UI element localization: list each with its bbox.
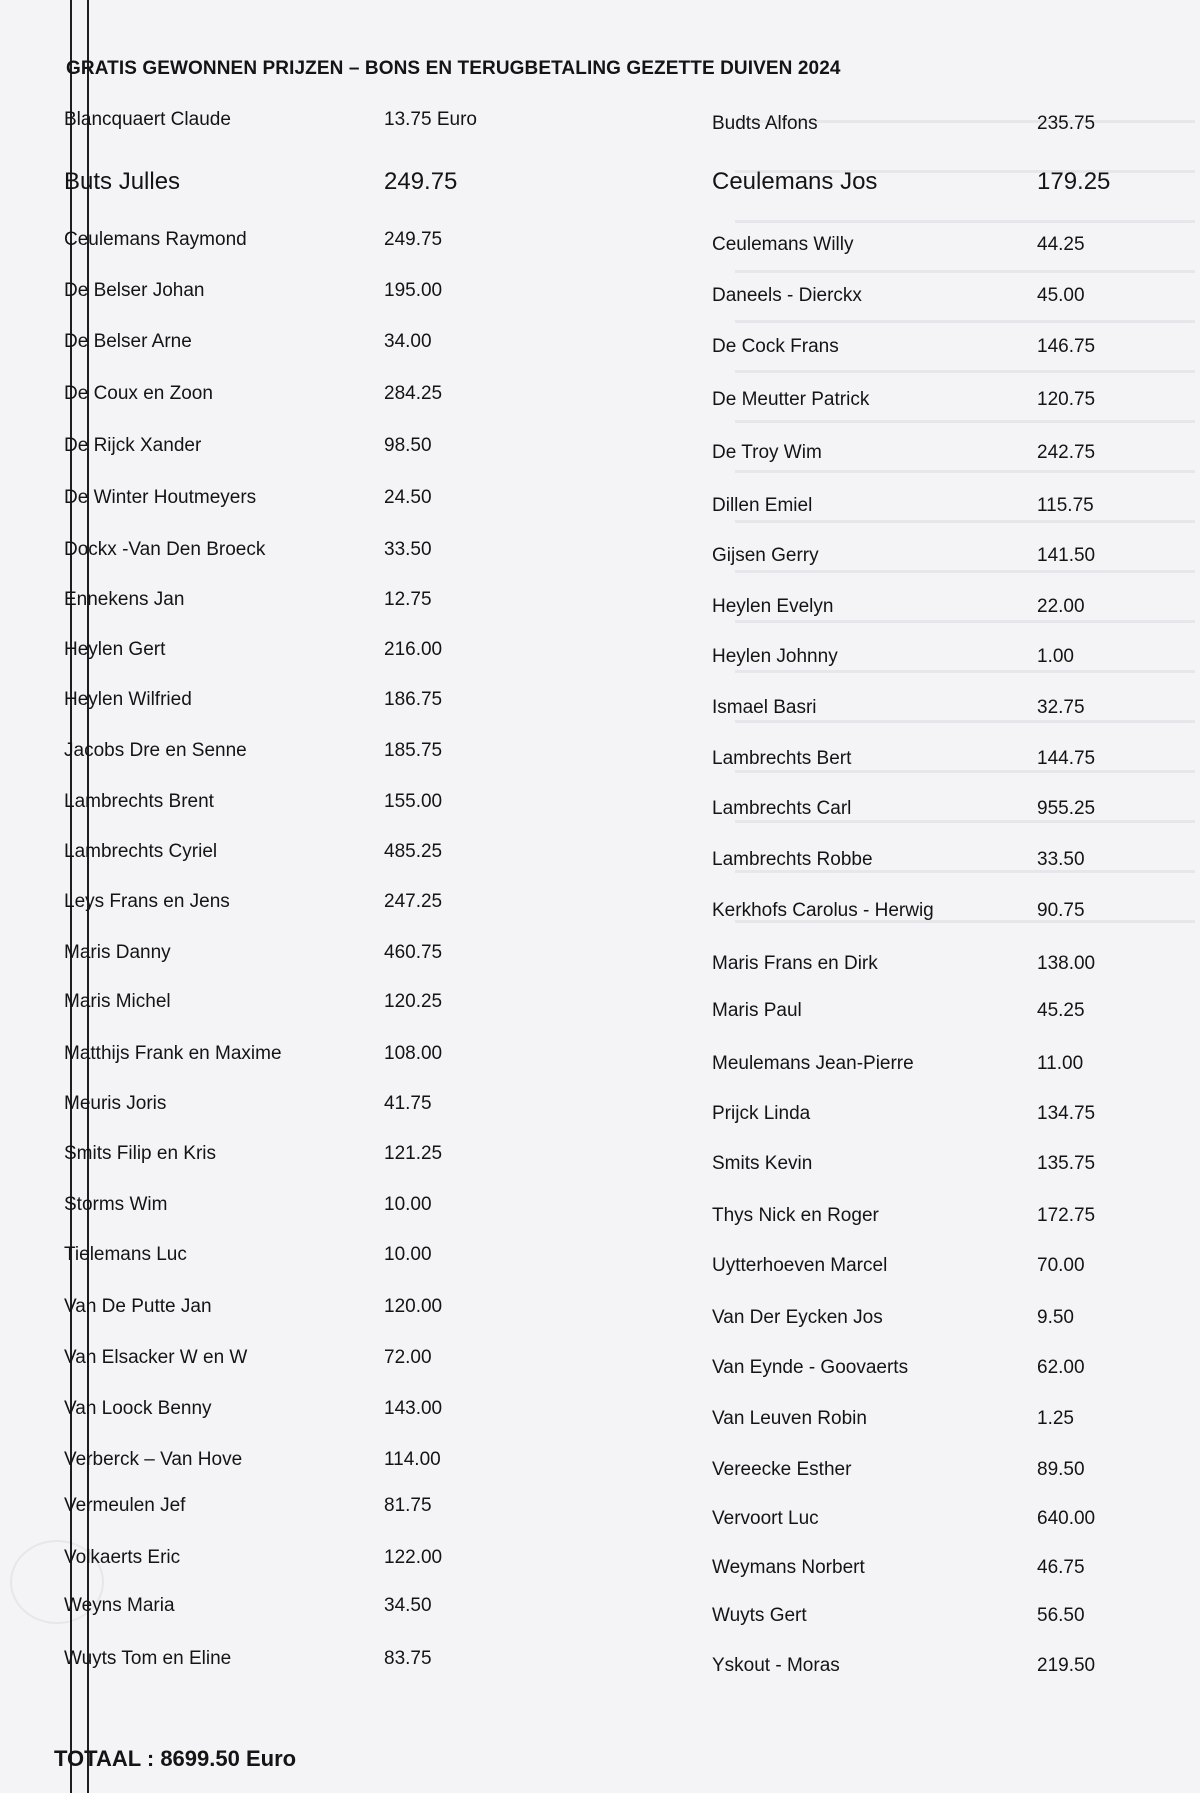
list-item <box>712 1202 1152 1230</box>
list-item <box>712 168 1152 196</box>
list-item <box>64 888 624 916</box>
entry-amount: 89.50 <box>1037 1459 1085 1480</box>
list-item <box>712 1252 1152 1280</box>
list-item <box>712 1304 1152 1332</box>
list-item <box>64 380 624 408</box>
entry-name: Heylen Johnny <box>712 646 838 667</box>
entry-amount: 216.00 <box>384 639 443 660</box>
entry-amount: 135.75 <box>1037 1153 1096 1174</box>
entry-name: Van De Putte Jan <box>64 1296 212 1317</box>
entry-amount: 9.50 <box>1037 1307 1074 1328</box>
entry-name: Volkaerts Eric <box>64 1547 181 1568</box>
entry-amount: 144.75 <box>1037 748 1096 769</box>
list-item <box>712 1456 1152 1484</box>
entry-amount: 242.75 <box>1037 442 1096 463</box>
entry-name: Blancquaert Claude <box>64 109 231 130</box>
entry-amount: 460.75 <box>384 942 443 963</box>
entry-name: De Meutter Patrick <box>712 389 870 410</box>
entry-name: Van Leuven Robin <box>712 1408 867 1429</box>
entry-name: Maris Paul <box>712 1000 802 1021</box>
list-item <box>64 988 624 1016</box>
entry-amount: 108.00 <box>384 1043 443 1064</box>
entry-name: Heylen Wilfried <box>64 689 192 710</box>
entry-amount: 90.75 <box>1037 900 1085 921</box>
entry-amount: 72.00 <box>384 1347 432 1368</box>
entry-amount: 12.75 <box>384 589 432 610</box>
entry-name: Ceulemans Jos <box>712 168 878 195</box>
entry-name: Uytterhoeven Marcel <box>712 1255 888 1276</box>
list-item <box>64 737 624 765</box>
entry-amount: 81.75 <box>384 1495 432 1516</box>
entry-name: Van Elsacker W en W <box>64 1347 248 1368</box>
entry-amount: 640.00 <box>1037 1508 1096 1529</box>
entry-name: Gijsen Gerry <box>712 545 819 566</box>
entry-amount: 284.25 <box>384 383 443 404</box>
list-item <box>712 231 1152 259</box>
entry-name: Storms Wim <box>64 1194 168 1215</box>
list-item <box>712 1505 1152 1533</box>
list-item <box>712 439 1152 467</box>
list-item <box>64 168 624 196</box>
entry-name: Ceulemans Raymond <box>64 229 247 250</box>
list-item <box>64 586 624 614</box>
entry-name: Leys Frans en Jens <box>64 891 230 912</box>
entry-name: Lambrechts Cyriel <box>64 841 218 862</box>
entry-name: Van Loock Benny <box>64 1398 212 1419</box>
entry-amount: 44.25 <box>1037 234 1085 255</box>
entry-amount: 195.00 <box>384 280 443 301</box>
entry-amount: 114.00 <box>384 1449 441 1470</box>
list-item <box>64 1446 624 1474</box>
list-item <box>64 1140 624 1168</box>
entry-name: Maris Frans en Dirk <box>712 953 878 974</box>
entry-name: De Rijck Xander <box>64 435 202 456</box>
list-item <box>64 838 624 866</box>
list-item <box>64 328 624 356</box>
entry-name: De Coux en Zoon <box>64 383 213 404</box>
list-item <box>712 795 1152 823</box>
entry-amount: 98.50 <box>384 435 432 456</box>
list-item <box>64 1544 624 1572</box>
entry-amount: 172.75 <box>1037 1205 1096 1226</box>
entry-name: Smits Filip en Kris <box>64 1143 217 1164</box>
list-item <box>712 386 1152 414</box>
entry-amount: 120.00 <box>384 1296 443 1317</box>
entry-amount: 120.75 <box>1037 389 1096 410</box>
entry-name: Meulemans Jean-Pierre <box>712 1053 914 1074</box>
entry-name: Kerkhofs Carolus - Herwig <box>712 900 934 921</box>
entry-name: Tielemans Luc <box>64 1244 187 1265</box>
entry-amount: 1.00 <box>1037 646 1074 667</box>
list-item <box>712 694 1152 722</box>
list-item <box>64 1645 624 1673</box>
entry-amount: 155.00 <box>384 791 443 812</box>
entry-amount: 485.25 <box>384 841 443 862</box>
list-item <box>64 788 624 816</box>
entry-amount: 146.75 <box>1037 336 1096 357</box>
entry-amount: 45.25 <box>1037 1000 1085 1021</box>
list-item <box>64 1344 624 1372</box>
list-item <box>64 1090 624 1118</box>
entry-name: Lambrechts Bert <box>712 748 852 769</box>
entry-name: Smits Kevin <box>712 1153 813 1174</box>
list-item <box>64 226 624 254</box>
entry-name: Weymans Norbert <box>712 1557 865 1578</box>
entry-amount: 13.75 Euro <box>384 109 477 130</box>
entry-name: De Winter Houtmeyers <box>64 487 257 508</box>
entry-amount: 56.50 <box>1037 1605 1085 1626</box>
list-item <box>64 1592 624 1620</box>
entry-amount: 249.75 <box>384 229 443 250</box>
entry-amount: 33.50 <box>384 539 432 560</box>
entry-name: Weyns Maria <box>64 1595 175 1616</box>
entry-name: De Cock Frans <box>712 336 839 357</box>
list-item <box>712 110 1152 138</box>
entry-amount: 33.50 <box>1037 849 1085 870</box>
entry-name: Buts Julles <box>64 168 181 195</box>
entry-name: Wuyts Gert <box>712 1605 807 1626</box>
entry-name: Vereecke Esther <box>712 1459 852 1480</box>
entry-amount: 10.00 <box>384 1244 432 1265</box>
list-item <box>712 1405 1152 1433</box>
entry-amount: 34.50 <box>384 1595 432 1616</box>
entry-amount: 141.50 <box>1037 545 1096 566</box>
entry-amount: 83.75 <box>384 1648 432 1669</box>
entry-name: Dockx -Van Den Broeck <box>64 539 266 560</box>
entry-name: Van Eynde - Goovaerts <box>712 1357 909 1378</box>
entry-amount: 24.50 <box>384 487 432 508</box>
entry-name: Budts Alfons <box>712 113 818 134</box>
list-item <box>64 432 624 460</box>
list-item <box>712 1354 1152 1382</box>
entry-amount: 115.75 <box>1037 495 1094 516</box>
entry-name: Lambrechts Robbe <box>712 849 873 870</box>
entry-name: De Troy Wim <box>712 442 822 463</box>
entry-amount: 121.25 <box>384 1143 443 1164</box>
list-item <box>64 939 624 967</box>
entry-name: Meuris Joris <box>64 1093 167 1114</box>
list-item <box>64 277 624 305</box>
list-item <box>712 333 1152 361</box>
page-title: GRATIS GEWONNEN PRIJZEN – BONS EN TERUGBETALING GEZETTE DUIVEN 2024 <box>66 58 841 79</box>
list-item <box>64 1040 624 1068</box>
list-item <box>64 686 624 714</box>
entry-amount: 1.25 <box>1037 1408 1074 1429</box>
entry-name: Maris Michel <box>64 991 171 1012</box>
entry-name: Ceulemans Willy <box>712 234 854 255</box>
entry-name: Vermeulen Jef <box>64 1495 186 1516</box>
entry-amount: 41.75 <box>384 1093 432 1114</box>
list-item <box>64 1241 624 1269</box>
entry-name: Vervoort Luc <box>712 1508 819 1529</box>
entry-name: Lambrechts Brent <box>64 791 214 812</box>
list-item <box>712 1602 1152 1630</box>
list-item <box>64 1191 624 1219</box>
list-item <box>64 106 624 134</box>
entry-name: Dillen Emiel <box>712 495 813 516</box>
entry-amount: 179.25 <box>1037 168 1111 195</box>
entry-amount: 45.00 <box>1037 285 1085 306</box>
entry-amount: 235.75 <box>1037 113 1096 134</box>
entry-amount: 143.00 <box>384 1398 443 1419</box>
list-item <box>712 745 1152 773</box>
entry-name: Thys Nick en Roger <box>712 1205 879 1226</box>
entry-amount: 10.00 <box>384 1194 432 1215</box>
entry-name: Maris Danny <box>64 942 171 963</box>
list-item <box>712 846 1152 874</box>
entry-name: Prijck Linda <box>712 1103 811 1124</box>
list-item <box>712 1100 1152 1128</box>
entry-amount: 120.25 <box>384 991 443 1012</box>
entry-amount: 46.75 <box>1037 1557 1085 1578</box>
entry-name: Lambrechts Carl <box>712 798 852 819</box>
entry-name: Daneels - Dierckx <box>712 285 862 306</box>
list-item <box>712 1050 1152 1078</box>
list-item <box>712 1652 1152 1680</box>
list-item <box>712 950 1152 978</box>
entry-amount: 32.75 <box>1037 697 1085 718</box>
entry-amount: 134.75 <box>1037 1103 1096 1124</box>
list-item <box>64 1492 624 1520</box>
entry-amount: 219.50 <box>1037 1655 1096 1676</box>
entry-amount: 138.00 <box>1037 953 1096 974</box>
entry-amount: 62.00 <box>1037 1357 1085 1378</box>
entry-amount: 249.75 <box>384 168 458 195</box>
list-item <box>64 1293 624 1321</box>
list-item <box>712 997 1152 1025</box>
entry-amount: 11.00 <box>1037 1053 1084 1074</box>
entry-name: Wuyts Tom en Eline <box>64 1648 232 1669</box>
entry-name: Van Der Eycken Jos <box>712 1307 883 1328</box>
entry-amount: 34.00 <box>384 331 432 352</box>
entry-name: Matthijs Frank en Maxime <box>64 1043 282 1064</box>
list-item <box>64 536 624 564</box>
list-item <box>64 484 624 512</box>
list-item <box>712 1554 1152 1582</box>
list-item <box>64 636 624 664</box>
entry-name: Ennekens Jan <box>64 589 185 610</box>
entry-name: Heylen Gert <box>64 639 166 660</box>
entry-name: De Belser Johan <box>64 280 205 301</box>
list-item <box>712 492 1152 520</box>
entry-name: De Belser Arne <box>64 331 192 352</box>
list-item <box>712 542 1152 570</box>
list-item <box>712 1150 1152 1178</box>
entry-amount: 955.25 <box>1037 798 1096 819</box>
entry-amount: 70.00 <box>1037 1255 1085 1276</box>
entry-amount: 247.25 <box>384 891 443 912</box>
list-item <box>64 1395 624 1423</box>
list-item <box>712 643 1152 671</box>
entry-name: Jacobs Dre en Senne <box>64 740 247 761</box>
list-item <box>712 282 1152 310</box>
entry-name: Verberck – Van Hove <box>64 1449 243 1470</box>
entry-name: Ismael Basri <box>712 697 817 718</box>
entry-amount: 185.75 <box>384 740 443 761</box>
entry-name: Heylen Evelyn <box>712 596 834 617</box>
entry-name: Yskout - Moras <box>712 1655 840 1676</box>
list-item <box>712 593 1152 621</box>
list-item <box>712 897 1152 925</box>
entry-amount: 186.75 <box>384 689 443 710</box>
total-amount: TOTAAL : 8699.50 Euro <box>54 1746 297 1771</box>
entry-amount: 122.00 <box>384 1547 443 1568</box>
entry-amount: 22.00 <box>1037 596 1085 617</box>
